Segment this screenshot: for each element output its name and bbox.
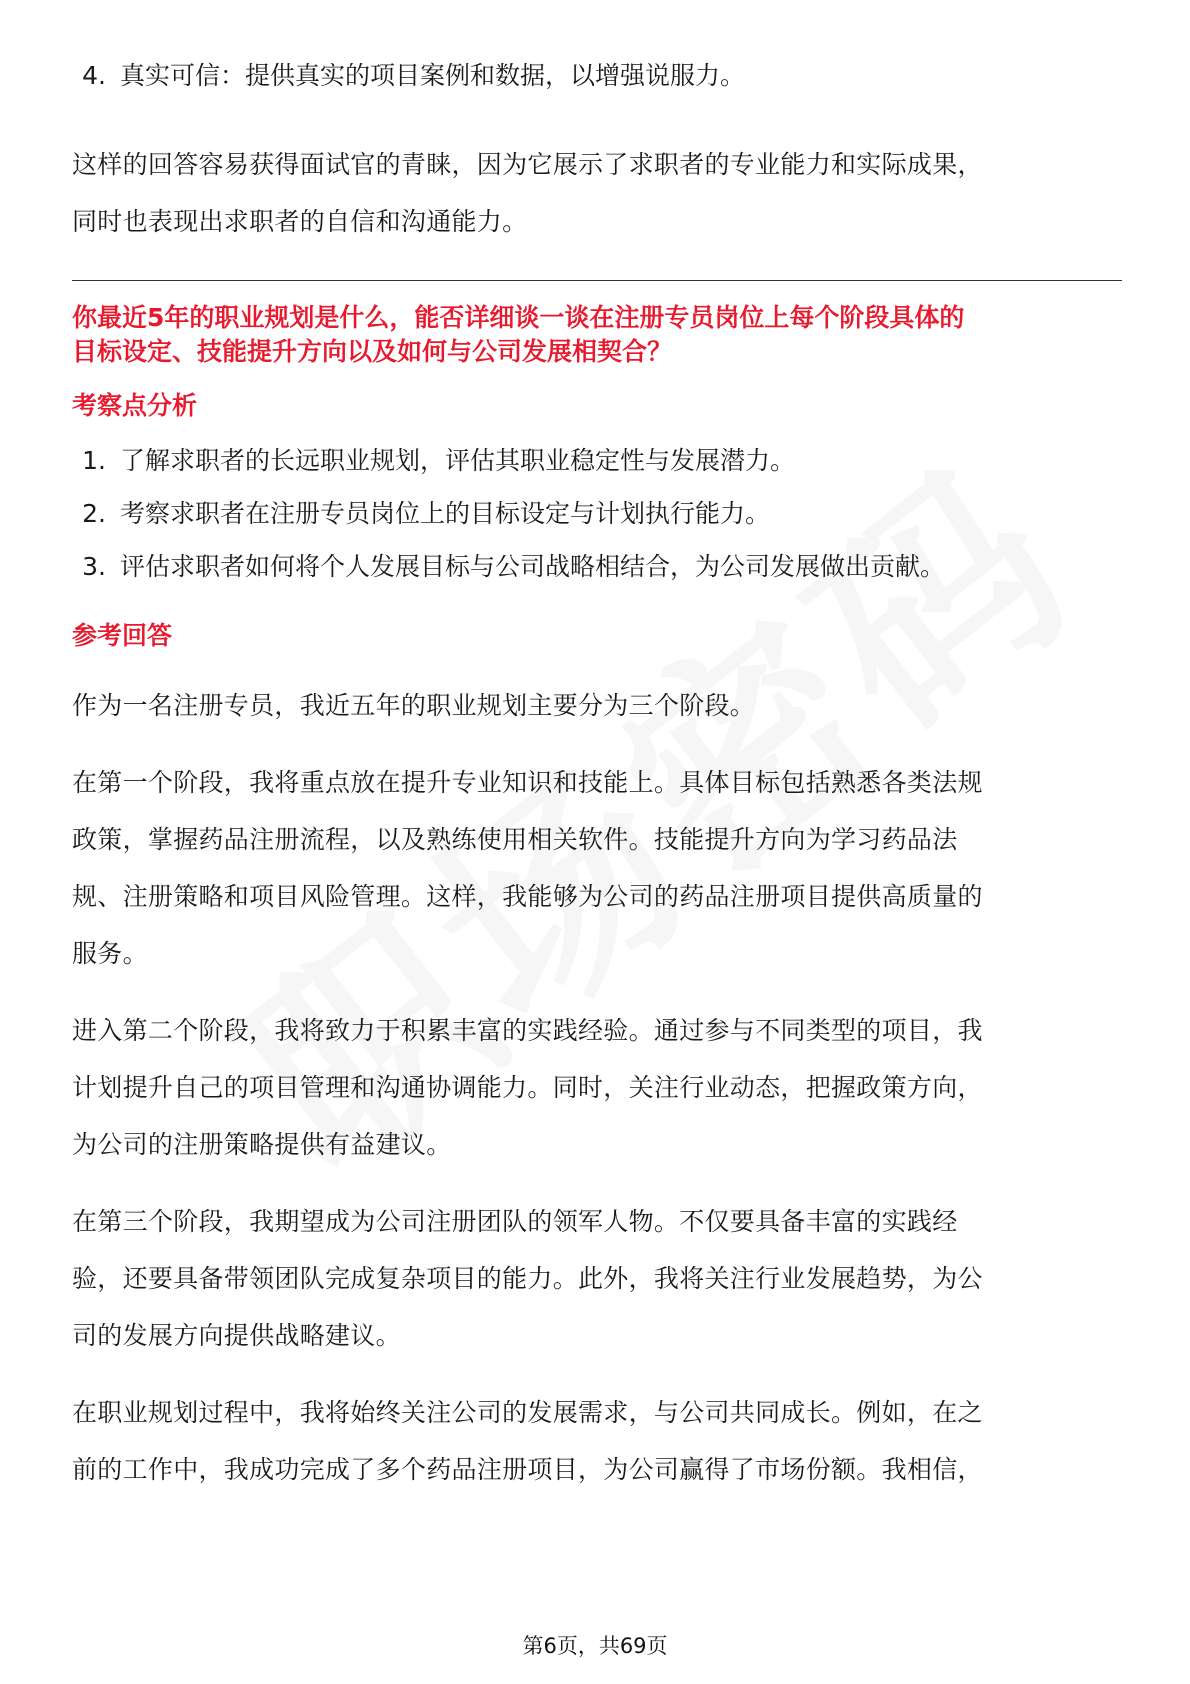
paragraph-line: 司的发展方向提供战略建议。	[72, 1321, 401, 1350]
list-item-text: 了解求职者的长远职业规划，评估其职业稳定性与发展潜力。	[120, 446, 796, 475]
paragraph-line: 政策，掌握药品注册流程，以及熟练使用相关软件。技能提升方向为学习药品法	[72, 825, 958, 854]
list-item	[72, 549, 1122, 585]
paragraph-line: 规、注册策略和项目风险管理。这样，我能够为公司的药品注册项目提供高质量的	[72, 882, 983, 911]
paragraph-line: 在第一个阶段，我将重点放在提升专业知识和技能上。具体目标包括熟悉各类法规	[72, 768, 983, 797]
paragraph-line: 同时也表现出求职者的自信和沟通能力。	[72, 207, 528, 236]
list-item-number: 3.	[82, 552, 106, 581]
page-content	[72, 58, 1122, 1498]
section-divider	[72, 280, 1122, 281]
paragraph-line: 前的工作中，我成功完成了多个药品注册项目，为公司赢得了市场份额。我相信，	[72, 1455, 983, 1484]
answer-paragraph	[72, 1384, 1122, 1498]
page-number-footer: 第6页，共69页	[522, 1634, 668, 1658]
answer-paragraph	[72, 1002, 1122, 1173]
analysis-title: 考察点分析	[72, 391, 198, 420]
list-item-number: 2.	[82, 499, 106, 528]
list-item-number: 4.	[82, 61, 106, 90]
paragraph-line: 计划提升自己的项目管理和沟通协调能力。同时，关注行业动态，把握政策方向，	[72, 1073, 983, 1102]
list-item	[72, 496, 1122, 532]
intro-paragraph	[72, 136, 1122, 250]
paragraph-line: 服务。	[72, 939, 148, 968]
list-item-text: 评估求职者如何将个人发展目标与公司战略相结合，为公司发展做出贡献。	[120, 552, 946, 581]
list-item	[72, 58, 1122, 94]
answer-paragraph	[72, 677, 1122, 734]
answer-paragraph	[72, 754, 1122, 982]
paragraph-line: 在第三个阶段，我期望成为公司注册团队的领军人物。不仅要具备丰富的实践经	[72, 1207, 958, 1236]
paragraph-line: 进入第二个阶段，我将致力于积累丰富的实践经验。通过参与不同类型的项目，我	[72, 1016, 983, 1045]
paragraph-line: 为公司的注册策略提供有益建议。	[72, 1130, 452, 1159]
question-line: 目标设定、技能提升方向以及如何与公司发展相契合？	[72, 337, 673, 366]
question-heading	[72, 301, 1122, 369]
list-item	[72, 443, 1122, 479]
answer-paragraph	[72, 1193, 1122, 1364]
paragraph-line: 验，还要具备带领团队完成复杂项目的能力。此外，我将关注行业发展趋势，为公	[72, 1264, 983, 1293]
list-item-text: 考察求职者在注册专员岗位上的目标设定与计划执行能力。	[120, 499, 771, 528]
list-item-text: 真实可信：提供真实的项目案例和数据，以增强说服力。	[120, 61, 746, 90]
paragraph-line: 这样的回答容易获得面试官的青睐，因为它展示了求职者的专业能力和实际成果，	[72, 150, 983, 179]
answer-title: 参考回答	[72, 621, 173, 650]
paragraph-line: 作为一名注册专员，我近五年的职业规划主要分为三个阶段。	[72, 691, 756, 720]
paragraph-line: 在职业规划过程中，我将始终关注公司的发展需求，与公司共同成长。例如，在之	[72, 1398, 983, 1427]
analysis-list	[72, 443, 1122, 585]
question-line: 你最近5年的职业规划是什么，能否详细谈一谈在注册专员岗位上每个阶段具体的	[72, 303, 965, 332]
list-item-number: 1.	[82, 446, 106, 475]
